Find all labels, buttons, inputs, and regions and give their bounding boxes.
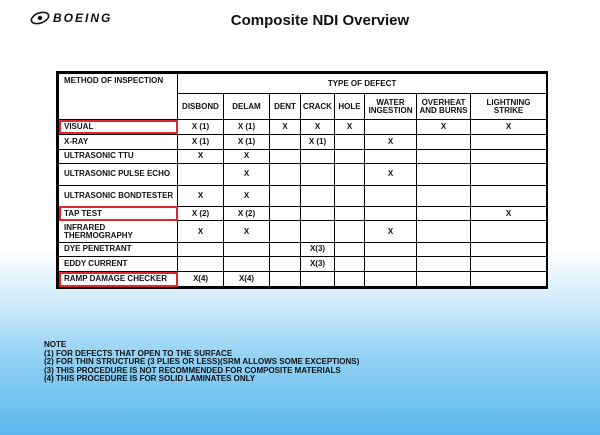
- defect-cell: [301, 149, 335, 164]
- defect-cell: [335, 149, 365, 164]
- defect-cell: X: [224, 164, 270, 185]
- defect-cell: X: [178, 221, 224, 242]
- defect-cell: X: [178, 149, 224, 164]
- defect-cell: [335, 221, 365, 242]
- defect-cell: X (1): [178, 134, 224, 149]
- table-body: [59, 120, 547, 287]
- defect-cell: [270, 272, 301, 287]
- defect-column-header: DISBOND: [178, 94, 224, 120]
- defect-cell: [301, 164, 335, 185]
- page-title: Composite NDI Overview: [230, 12, 410, 29]
- defect-cell: [335, 206, 365, 221]
- defect-cell: [301, 272, 335, 287]
- table-row: [59, 134, 547, 149]
- defect-cell: [365, 120, 417, 135]
- defect-cell: [270, 206, 301, 221]
- method-cell: ULTRASONIC TTU: [59, 149, 178, 164]
- table-row: [59, 164, 547, 185]
- defect-cell: X: [270, 120, 301, 135]
- defect-cell: [335, 257, 365, 272]
- defect-cell: [417, 185, 471, 206]
- defect-cell: [417, 164, 471, 185]
- defect-cell: [224, 242, 270, 257]
- defect-cell: [270, 221, 301, 242]
- note-item-3: (3) THIS PROCEDURE IS NOT RECOMMENDED FOR COMPOSITE MATERIALS: [44, 365, 341, 375]
- defect-cell: [417, 272, 471, 287]
- defect-cell: X(3): [301, 242, 335, 257]
- table-row: [59, 242, 547, 257]
- defect-cell: [270, 185, 301, 206]
- table-row: [59, 221, 547, 242]
- defect-cell: X(4): [224, 272, 270, 287]
- defect-cell: [365, 242, 417, 257]
- defect-cell: [417, 221, 471, 242]
- defect-group-header: TYPE OF DEFECT: [178, 74, 547, 94]
- defect-cell: [335, 164, 365, 185]
- table-row: [59, 206, 547, 221]
- table-row: [59, 185, 547, 206]
- method-cell: VISUAL: [59, 120, 178, 135]
- defect-cell: X: [365, 134, 417, 149]
- method-cell: EDDY CURRENT: [59, 257, 178, 272]
- defect-cell: [417, 242, 471, 257]
- defect-column-header: OVERHEAT AND BURNS: [417, 94, 471, 120]
- note-item-2: (2) FOR THIN STRUCTURE (3 PLIES OR LESS)(SRM ALLOWS SOME EXCEPTIONS): [44, 357, 360, 367]
- defect-column-header: LIGHTNING STRIKE: [471, 94, 547, 120]
- defect-cell: [335, 185, 365, 206]
- defect-cell: [270, 149, 301, 164]
- defect-cell: X: [365, 221, 417, 242]
- defect-cell: X: [178, 185, 224, 206]
- defect-cell: [301, 221, 335, 242]
- defect-column-header: DELAM: [224, 94, 270, 120]
- table-header-row: [59, 74, 547, 94]
- method-cell: ULTRASONIC BONDTESTER: [59, 185, 178, 206]
- defect-cell: [335, 272, 365, 287]
- defect-cell: [417, 149, 471, 164]
- method-cell: RAMP DAMAGE CHECKER: [59, 272, 178, 287]
- table-row: [59, 120, 547, 135]
- defect-cell: [417, 134, 471, 149]
- method-cell: DYE PENETRANT: [59, 242, 178, 257]
- defect-cell: X: [471, 120, 547, 135]
- defect-cell: X (2): [178, 206, 224, 221]
- defect-cell: [365, 257, 417, 272]
- defect-cell: [471, 272, 547, 287]
- defect-cell: [471, 164, 547, 185]
- defect-cell: [471, 134, 547, 149]
- defect-cell: X: [365, 164, 417, 185]
- defect-cell: X: [224, 149, 270, 164]
- defect-cell: [417, 206, 471, 221]
- defect-cell: [471, 185, 547, 206]
- method-cell: TAP TEST: [59, 206, 178, 221]
- defect-cell: X(3): [301, 257, 335, 272]
- table-row: [59, 149, 547, 164]
- defect-cell: [270, 257, 301, 272]
- defect-cell: [178, 164, 224, 185]
- defect-cell: X (1): [178, 120, 224, 135]
- defect-cell: [471, 149, 547, 164]
- defect-cell: X: [335, 120, 365, 135]
- defect-cell: X (1): [224, 134, 270, 149]
- table-row: [59, 257, 547, 272]
- defect-column-header: CRACK: [301, 94, 335, 120]
- logo-text: BOEING: [53, 11, 113, 25]
- defect-cell: [365, 206, 417, 221]
- defect-cell: [301, 206, 335, 221]
- defect-column-header: WATER INGESTION: [365, 94, 417, 120]
- defect-cell: X: [224, 221, 270, 242]
- defect-cell: [417, 257, 471, 272]
- method-cell: X-RAY: [59, 134, 178, 149]
- note-item-4: (4) THIS PROCEDURE IS FOR SOLID LAMINATES ONLY: [44, 374, 256, 384]
- defect-cell: [270, 164, 301, 185]
- defect-cell: [471, 221, 547, 242]
- defect-cell: [270, 242, 301, 257]
- defect-cell: [335, 242, 365, 257]
- table-row: [59, 272, 547, 287]
- defect-cell: [178, 242, 224, 257]
- defect-cell: X: [224, 185, 270, 206]
- defect-cell: X: [301, 120, 335, 135]
- defect-cell: [365, 185, 417, 206]
- method-cell: ULTRASONIC PULSE ECHO: [59, 164, 178, 185]
- defect-cell: [270, 134, 301, 149]
- defect-cell: [335, 134, 365, 149]
- defect-column-header: HOLE: [335, 94, 365, 120]
- defect-cell: [365, 149, 417, 164]
- notes-heading: NOTE: [44, 340, 67, 349]
- defect-cell: X(4): [178, 272, 224, 287]
- defect-cell: [301, 185, 335, 206]
- method-cell: INFRARED THERMOGRAPHY: [59, 221, 178, 242]
- defect-column-header: DENT: [270, 94, 301, 120]
- defect-cell: X (1): [224, 120, 270, 135]
- defect-cell: [178, 257, 224, 272]
- defect-cell: X (2): [224, 206, 270, 221]
- defect-cell: [365, 272, 417, 287]
- defect-cell: X: [471, 206, 547, 221]
- method-header: METHOD OF INSPECTION: [59, 74, 178, 120]
- ndi-table-container: [56, 71, 548, 289]
- defect-cell: [471, 257, 547, 272]
- notes-section: [44, 341, 359, 384]
- defect-cell: [471, 242, 547, 257]
- defect-cell: X (1): [301, 134, 335, 149]
- defect-cell: X: [417, 120, 471, 135]
- defect-cell: [224, 257, 270, 272]
- ndi-table: [58, 73, 547, 287]
- note-item-1: (1) FOR DEFECTS THAT OPEN TO THE SURFACE: [44, 348, 233, 358]
